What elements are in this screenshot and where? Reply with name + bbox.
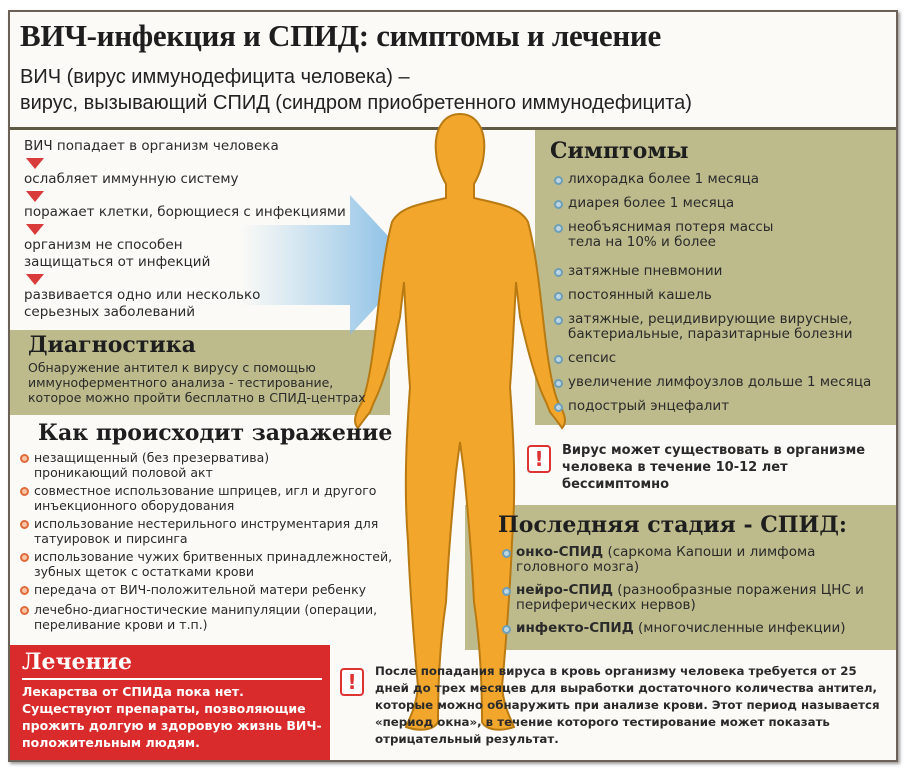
last-stage-item [500, 583, 880, 613]
item-term: нейро-СПИД [516, 582, 614, 598]
symptoms-title: Симптомы [550, 138, 689, 164]
infection-item: использование чужих бритвенных принадлежностей, зубных щеток с остатками крови [18, 549, 418, 579]
infection-title: Как происходит заражение [38, 420, 393, 446]
treatment-panel [10, 645, 330, 760]
symptom-item: затяжные, рецидивирующие вирусные, бактериальные, паразитарные болезни [552, 312, 892, 342]
flow-step: ВИЧ попадает в организм человека [24, 138, 279, 154]
flow-step: организм не способен защищаться от инфекций [24, 237, 211, 270]
treatment-title: Лечение [22, 649, 132, 675]
symptom-item: необъяснимая потеря массы тела на 10% и более [552, 220, 892, 250]
item-term: инфекто-СПИД [516, 620, 634, 636]
last-stage-list [500, 545, 880, 636]
item-desc: (саркома Капоши и лимфома головного мозга) [516, 544, 816, 575]
down-arrow-icon [26, 224, 44, 235]
symptom-item: постоянный кашель [552, 288, 892, 303]
symptom-item: подострый энцефалит [552, 399, 892, 414]
infection-flow [24, 138, 346, 324]
item-desc: (многочисленные инфекции) [633, 620, 846, 636]
infection-item: незащищенный (без презерватива) проникающий половой акт [18, 450, 418, 480]
diagnostics-text: Обнаружение антител к вирусу с помощью иммуноферментного анализа - тестирование, которое можно пройти бесплатно в СПИД-центрах [28, 360, 366, 405]
last-stage-title: Последняя стадия - СПИД: [498, 512, 848, 538]
down-arrow-icon [26, 191, 44, 202]
symptom-item: сепсис [552, 351, 892, 366]
symptom-item: затяжные пневмонии [552, 264, 892, 279]
symptoms-list [552, 172, 892, 414]
item-desc: (разнообразные поражения ЦНС и периферических нервов) [516, 582, 864, 613]
diagnostics-title: Диагностика [28, 332, 196, 358]
down-arrow-icon [26, 274, 44, 285]
warning-text: Вирус может существовать в организме человека в течение 10-12 лет бессимптомно [562, 443, 866, 492]
infection-item: совместное использование шприцев, игл и другого инъекционного оборудования [18, 483, 418, 513]
flow-step: развивается одно или несколько серьезных заболеваний [24, 287, 261, 320]
symptom-item: увеличение лимфоузлов дольше 1 месяца [552, 375, 892, 390]
treatment-text: Лекарства от СПИДа пока нет. Существуют препараты, позволяющие прожить долгую и здоровую жизнь ВИЧ-положительным людям. [22, 684, 322, 750]
infection-list [18, 450, 418, 632]
flow-step: ослабляет иммунную систему [24, 171, 239, 187]
page-title: ВИЧ-инфекция и СПИД: симптомы и лечение [20, 18, 661, 53]
last-stage-item [500, 545, 880, 575]
symptom-item: диарея более 1 месяца [552, 196, 892, 211]
subtitle-line-2: вирус, вызывающий СПИД (синдром приобретенного иммунодефицита) [20, 92, 692, 114]
infection-item: передача от ВИЧ-положительной матери ребенку [18, 582, 418, 597]
last-stage-item [500, 621, 880, 636]
item-term: онко-СПИД [516, 544, 604, 560]
symptom-item: лихорадка более 1 месяца [552, 172, 892, 187]
window-period-note: После попадания вируса в кровь организму человека требуется от 25 дней до трех месяцев для выработки достаточного количества антител, которые можно обнаружить при анализе крови. Этот период называется «период окна», в течение которого тестирование может показать отрицательный результат. [375, 664, 880, 746]
infection-item: лечебно-диагностические манипуляции (операции, переливание крови и т.п.) [18, 602, 418, 632]
divider [22, 678, 322, 680]
flow-step: поражает клетки, борющиеся с инфекциями [24, 204, 346, 220]
infection-item: использование нестерильного инструментария для татуировок и пирсинга [18, 516, 418, 546]
down-arrow-icon [26, 158, 44, 169]
exclamation-icon: ! [340, 668, 364, 696]
subtitle-line-1: ВИЧ (вирус иммунодефицита человека) – [20, 66, 410, 88]
exclamation-icon: ! [527, 445, 551, 473]
